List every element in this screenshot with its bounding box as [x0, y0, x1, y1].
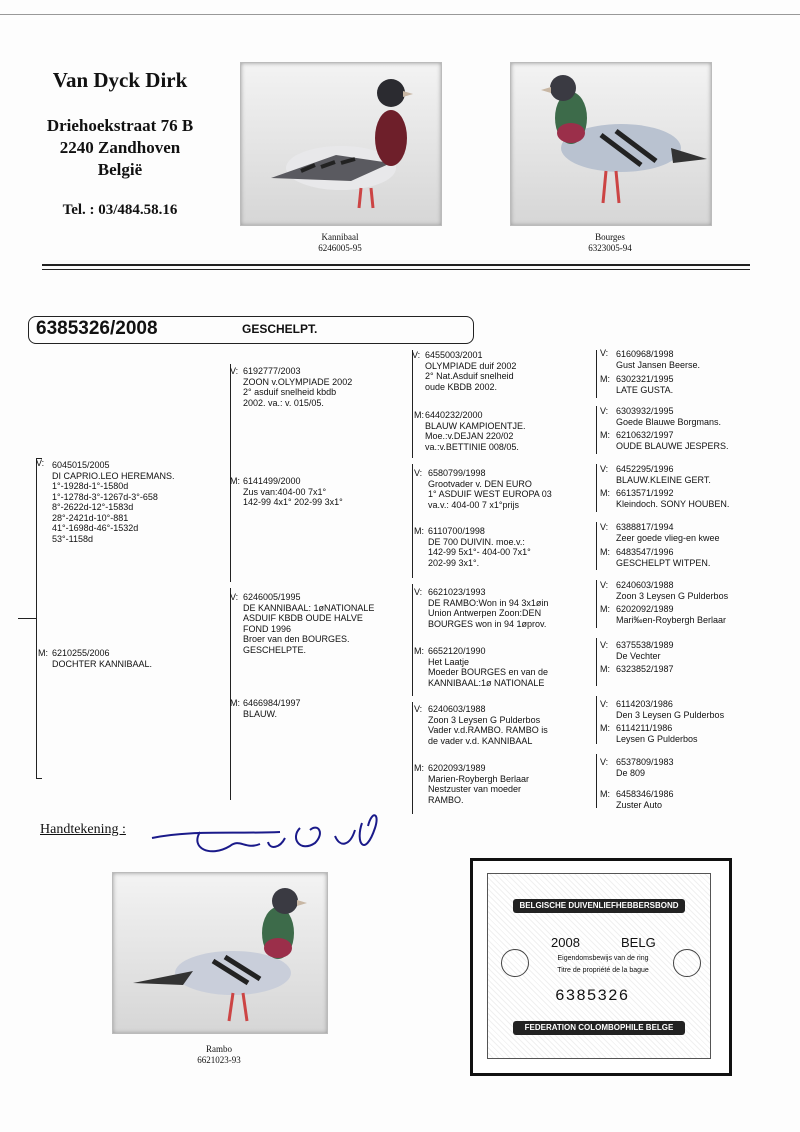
gen3-entry-5: 6621023/1993 DE RAMBO:Won in 94 3x1øin Union Antwerpen Zoon:DEN BOURGES won in 94 1øprov.: [428, 587, 549, 629]
gen4-entry-4: 6210632/1997 OUDE BLAUWE JESPERS.: [616, 430, 729, 451]
ring-circle-left: [501, 949, 529, 977]
gen3-bracket-4: [412, 702, 413, 814]
pigeon-image: [241, 63, 441, 225]
top-border: [0, 14, 800, 15]
subject-color: GESCHELPT.: [242, 322, 318, 336]
gen4-entry-10: 6202092/1989 Mari‰en-Roybergh Berlaar: [616, 604, 727, 625]
gen2-bracket-bottom: [230, 588, 231, 800]
signature-image: [150, 808, 390, 868]
gen4-prefix-5: V:: [600, 464, 609, 474]
gen4-entry-1: 6160968/1998 Gust Jansen Beerse.: [616, 349, 701, 370]
caption-kannibaal: [240, 232, 440, 254]
gen4-entry-16: 6458346/1986 Zuster Auto: [616, 789, 674, 810]
gen3-entry-7: 6240603/1988 Zoon 3 Leysen G Pulderbos Vader v.d.RAMBO. RAMBO is de vader v.d. KANNIBAAL: [428, 704, 548, 746]
father-prefix: V:: [36, 458, 45, 468]
gen4-prefix-7: V:: [600, 522, 609, 532]
gen4-entry-7: 6388817/1994 Zeer goede vlieg-en kwee: [616, 522, 720, 543]
certificate-line2: Titre de propriété de la bague: [557, 967, 649, 974]
fmm-prefix: M:: [414, 526, 424, 536]
pigeon-image: [113, 873, 327, 1033]
mmm-prefix: M:: [414, 763, 424, 773]
photo-name: Bourges: [595, 232, 625, 242]
dam-dam-entry: 6466984/1997 BLAUW.: [243, 698, 301, 719]
header-divider-thin: [42, 269, 750, 270]
gen4-bracket-3: [596, 464, 597, 512]
gen4-entry-6: 6613571/1992 Kleindoch. SONY HOUBEN.: [616, 488, 730, 509]
mff-prefix: V:: [414, 587, 423, 597]
ring-circle-right: [673, 949, 701, 977]
gen4-bracket-5: [596, 580, 597, 628]
signature-label: Handtekening :: [40, 822, 126, 837]
ring-certificate: [470, 858, 732, 1076]
gen3-bracket-3: [412, 584, 413, 696]
gen3-entry-1: 6455003/2001 OLYMPIADE duif 2002 2° Nat.Asduif snelheid oude KBDB 2002.: [425, 350, 517, 392]
mf-prefix: V:: [230, 592, 239, 602]
mm-prefix: M:: [230, 698, 240, 708]
gen3-entry-2: 6440232/2000 BLAUW KAMPIOENTJE. Moe.:v.DEJAN 220/02 va.:v.BETTINIE 008/05.: [425, 410, 526, 452]
gen4-entry-11: 6375538/1989 De Vechter: [616, 640, 674, 661]
gen4-prefix-3: V:: [600, 406, 609, 416]
gen3-entry-4: 6110700/1998 DE 700 DUIVIN. moe.v.: 142-99 5x1°- 404-00 7x1° 202-99 3x1°.: [428, 526, 531, 568]
photo-bourges: [510, 62, 712, 226]
gen4-entry-5: 6452295/1996 BLAUW.KLEINE GERT.: [616, 464, 711, 485]
photo-name: Rambo: [206, 1044, 232, 1054]
breeder-name: Van Dyck Dirk: [52, 68, 188, 92]
gen3-bracket-2: [412, 464, 413, 578]
mother-entry: 6210255/2006 DOCHTER KANNIBAAL.: [52, 648, 153, 669]
gen4-bracket-1: [596, 350, 597, 398]
certificate-ring-number: 6385326: [555, 987, 630, 1005]
gen4-bracket-4: [596, 522, 597, 570]
photo-name: Kannibaal: [321, 232, 359, 242]
gen4-entry-3: 6303932/1995 Goede Blauwe Borgmans.: [616, 406, 722, 427]
fm-prefix: M:: [230, 476, 240, 486]
gen4-entry-15: 6537809/1983 De 809: [616, 757, 674, 778]
gen4-entry-12: 6323852/1987: [616, 664, 674, 674]
gen4-prefix-4: M:: [600, 430, 610, 440]
gen4-prefix-12: M:: [600, 664, 610, 674]
gen4-prefix-16: M:: [600, 789, 610, 799]
photo-ring: 6246005-95: [318, 243, 362, 253]
gen4-prefix-15: V:: [600, 757, 609, 767]
gen4-bracket-6: [596, 638, 597, 686]
gen1-bottom-tick: [36, 778, 42, 779]
gen3-entry-8: 6202093/1989 Marien-Roybergh Berlaar Nestzuster van moeder RAMBO.: [428, 763, 530, 805]
gen2-bracket-top: [230, 364, 231, 582]
certificate-top-band: BELGISCHE DUIVENLIEFHEBBERSBOND: [513, 899, 685, 913]
photo-rambo: [112, 872, 328, 1034]
country: België: [97, 160, 143, 179]
certificate-year: 2008: [551, 935, 580, 950]
gen4-entry-14: 6114211/1986 Leysen G Pulderbos: [616, 723, 698, 744]
fff-prefix: V:: [412, 350, 421, 360]
gen4-prefix-6: M:: [600, 488, 610, 498]
gen4-prefix-1: V:: [600, 348, 609, 358]
gen4-prefix-14: M:: [600, 723, 610, 733]
sire-dam-entry: 6141499/2000 Zus van:404-00 7x1° 142-99 4x1° 202-99 3x1°: [243, 476, 343, 507]
pigeon-image: [511, 63, 711, 225]
fmf-prefix: V:: [414, 468, 423, 478]
mother-prefix: M:: [38, 648, 48, 658]
gen4-prefix-2: M:: [600, 374, 610, 384]
gen4-bracket-8: [596, 754, 597, 808]
header-divider: [42, 264, 750, 266]
gen4-prefix-10: M:: [600, 604, 610, 614]
father-entry: 6045015/2005 DI CAPRIO.LEO HEREMANS. 1°-1928d-1°-1580d 1°-1278d-3°-1267d-3°-658 8°-2622d-12°-1583d 28°-2421d-10°-881 41°-1698d-46°-1532d 53°-1158d: [52, 460, 175, 544]
caption-rambo: [112, 1044, 326, 1066]
mmf-prefix: V:: [414, 704, 423, 714]
caption-bourges: [510, 232, 710, 254]
gen4-entry-8: 6483547/1996 GESCHELPT WITPEN.: [616, 547, 711, 568]
gen1-bracket: [36, 458, 37, 778]
ff-prefix: V:: [230, 366, 239, 376]
certificate-country: BELG: [621, 935, 656, 950]
gen4-bracket-2: [596, 406, 597, 454]
street: Driehoekstraat 76 B: [46, 116, 194, 135]
photo-ring: 6323005-94: [588, 243, 632, 253]
subject-ring: 6385326/2008: [36, 318, 158, 339]
gen3-bracket-1: [412, 350, 413, 458]
gen1-connector: [18, 618, 36, 619]
dam-sire-entry: 6246005/1995 DE KANNIBAAL: 1øNATIONALE ASDUIF KBDB OUDE HALVE FOND 1996 Broer van den BOURGES. GESCHELPTE.: [243, 592, 375, 655]
gen4-prefix-8: M:: [600, 547, 610, 557]
gen4-entry-2: 6302321/1995 LATE GUSTA.: [616, 374, 674, 395]
gen3-entry-6: 6652120/1990 Het Laatje Moeder BOURGES en van de KANNIBAAL:1ø NATIONALE: [428, 646, 549, 688]
certificate-bottom-band: FEDERATION COLOMBOPHILE BELGE: [513, 1021, 685, 1035]
gen4-bracket-7: [596, 696, 597, 744]
photo-ring: 6621023-93: [197, 1055, 241, 1065]
gen4-entry-9: 6240603/1988 Zoon 3 Leysen G Pulderbos: [616, 580, 729, 601]
gen4-prefix-11: V:: [600, 640, 609, 650]
gen4-entry-13: 6114203/1986 Den 3 Leysen G Pulderbos: [616, 699, 725, 720]
sire-sire-entry: 6192777/2003 ZOON v.OLYMPIADE 2002 2° asduif snelheid kbdb 2002. va.: v. 015/05.: [243, 366, 353, 408]
gen3-entry-3: 6580799/1998 Grootvader v. DEN EURO 1° ASDUIF WEST EUROPA 03 va.v.: 404-00 7 x1°prijs: [428, 468, 552, 510]
photo-kannibaal: [240, 62, 442, 226]
phone: Tel. : 03/484.58.16: [62, 202, 178, 218]
gen4-prefix-9: V:: [600, 580, 609, 590]
mfm-prefix: M:: [414, 646, 424, 656]
ffm-prefix: M:: [414, 410, 424, 420]
certificate-line1: Eigendomsbewijs van de ring: [557, 955, 649, 962]
city: 2240 Zandhoven: [59, 138, 181, 157]
gen4-prefix-13: V:: [600, 699, 609, 709]
